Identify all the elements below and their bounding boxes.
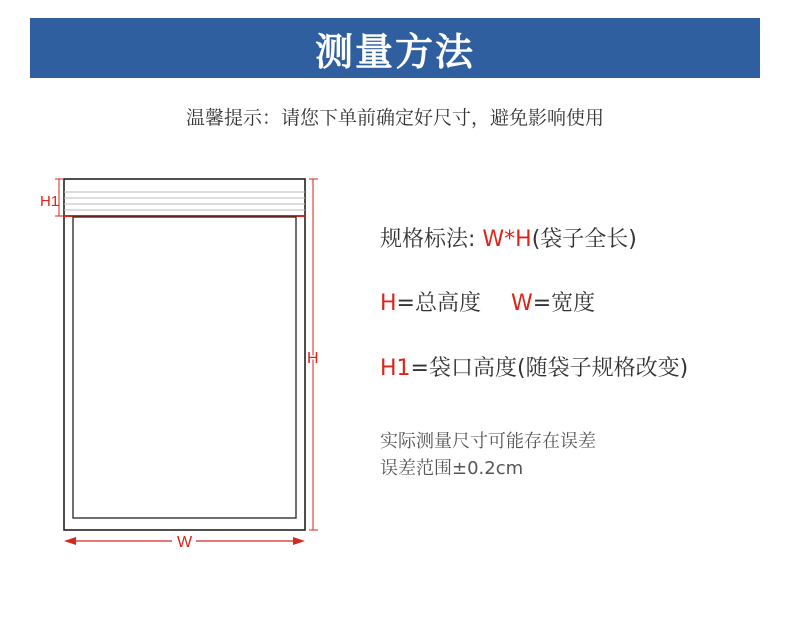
note-line-1: 实际测量尺寸可能存在误差 xyxy=(380,431,596,452)
page-title: 测量方法 xyxy=(314,29,475,74)
spec-line-3 xyxy=(380,351,688,382)
h1-key: H1 xyxy=(380,356,411,381)
w-arrow-right xyxy=(293,537,305,545)
note-line-2: 误差范围±0.2cm xyxy=(380,458,524,479)
h1-label: H1 xyxy=(40,193,60,210)
h-label: H xyxy=(307,350,319,367)
spec-line-1-suffix: (袋子全长) xyxy=(531,227,637,252)
spec-line-1-prefix: 规格标法: xyxy=(380,227,483,252)
bag-outline xyxy=(64,179,305,530)
w-key: W xyxy=(510,291,533,316)
spec-line-1 xyxy=(380,222,637,253)
w-arrow-left xyxy=(64,537,76,545)
measurement-note xyxy=(380,428,596,482)
w-label: W xyxy=(177,534,193,551)
spec-line-2 xyxy=(380,286,595,317)
h-definition: =总高度 xyxy=(396,291,481,316)
tip-text: 温馨提示：请您下单前确定好尺寸，避免影响使用 xyxy=(185,107,604,129)
h-key: H xyxy=(380,291,397,316)
w-definition: =宽度 xyxy=(532,291,596,316)
h1-definition: =袋口高度(随袋子规格改变) xyxy=(410,356,689,381)
spec-formula: W*H xyxy=(482,227,532,252)
